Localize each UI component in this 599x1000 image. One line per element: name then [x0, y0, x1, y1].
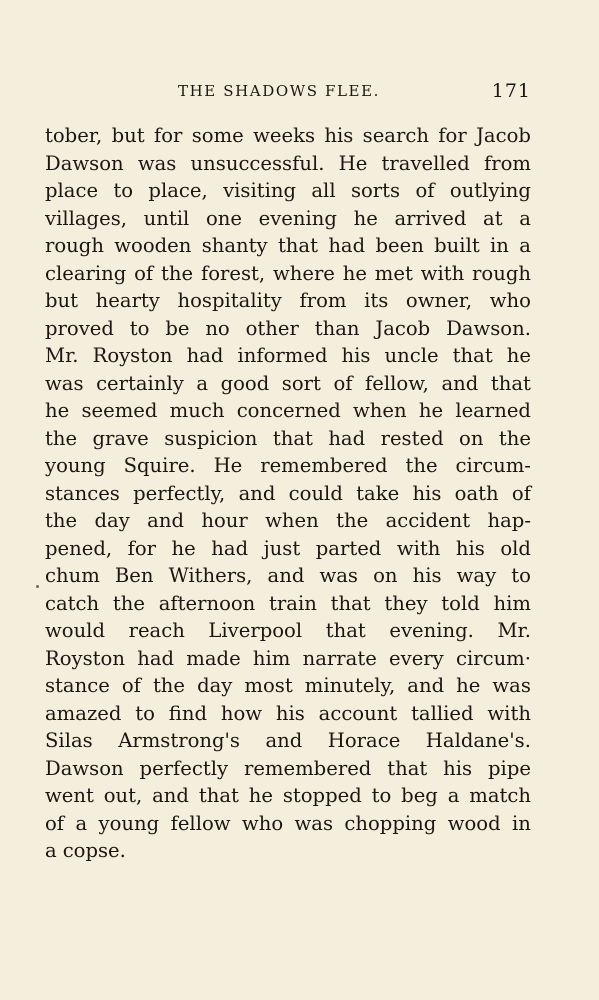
word: was: [294, 811, 334, 835]
word: had: [328, 234, 366, 257]
word: went: [45, 784, 94, 807]
word: train: [269, 591, 317, 615]
word: he: [45, 399, 70, 422]
word: that: [325, 619, 366, 642]
word: he: [506, 344, 531, 367]
word: Jacob: [476, 124, 531, 147]
word: had: [186, 344, 224, 367]
word: circum·: [455, 646, 531, 670]
word: rested: [380, 426, 444, 450]
word: until: [143, 206, 190, 230]
text-line: [45, 727, 531, 755]
word: that: [277, 234, 318, 257]
word: uncle: [384, 344, 439, 367]
word: of: [134, 261, 154, 285]
word: the: [161, 261, 194, 285]
body-text: [45, 122, 531, 865]
word: Jacob: [375, 316, 431, 340]
word: for: [153, 124, 183, 147]
word: fellow,: [365, 371, 429, 395]
word: afternoon: [158, 591, 256, 615]
word: could: [288, 481, 343, 505]
text-line: [45, 260, 531, 288]
word: his: [412, 564, 442, 587]
word: He: [338, 151, 368, 175]
word: wooden: [114, 234, 192, 257]
word: seemed: [81, 399, 158, 422]
text-line: [45, 672, 531, 700]
word: hour: [201, 509, 248, 532]
word: unsuccessful.: [190, 151, 325, 175]
word: but: [45, 289, 79, 312]
word: who: [489, 289, 531, 312]
word: fellow: [170, 811, 231, 835]
word: other: [245, 316, 299, 340]
text-line: [45, 480, 531, 508]
text-line: [45, 617, 531, 645]
word: in: [490, 234, 509, 257]
word: his: [341, 344, 371, 367]
word: with: [396, 536, 441, 560]
word: his: [455, 536, 485, 560]
word: clearing: [45, 261, 127, 285]
word: of: [511, 481, 531, 505]
word: pipe: [488, 756, 531, 780]
word: to: [129, 316, 150, 340]
word: Silas: [45, 729, 93, 752]
text-line: [45, 177, 531, 205]
word: told: [441, 591, 480, 615]
text-line: [45, 232, 531, 260]
word: his: [275, 701, 305, 725]
word: rough: [45, 234, 104, 257]
word: he: [456, 674, 481, 697]
word: that: [330, 591, 371, 615]
word: but: [111, 124, 145, 147]
word: the: [45, 426, 78, 450]
word: one: [205, 206, 242, 230]
word: Royston: [45, 646, 125, 670]
word: match: [469, 784, 531, 807]
word: chum: [45, 564, 100, 587]
word: that: [387, 756, 428, 780]
word: and: [238, 481, 276, 505]
word: Withers,: [168, 564, 253, 587]
word: with: [487, 701, 531, 725]
text-line: [45, 837, 531, 865]
word: parted: [315, 536, 382, 560]
word: Squire.: [123, 454, 196, 477]
word: had: [328, 426, 366, 450]
text-line: [45, 315, 531, 343]
word: that: [198, 784, 239, 807]
word: narrate: [302, 646, 377, 670]
word: the: [152, 674, 186, 697]
word: he: [353, 206, 378, 230]
word: search: [362, 124, 429, 147]
text-line: [45, 700, 531, 728]
word: in: [512, 811, 531, 835]
word: place: [45, 179, 99, 202]
word: tallied: [411, 701, 474, 725]
word: Dawson.: [446, 316, 531, 340]
word: informed: [237, 344, 328, 367]
word: every: [389, 646, 444, 670]
word: who: [241, 811, 284, 835]
word: just: [263, 536, 301, 560]
word: he: [418, 399, 444, 422]
word: and: [441, 371, 479, 395]
word: been: [375, 234, 424, 257]
word: he: [342, 261, 367, 285]
word: suspicion: [164, 426, 258, 450]
text-line: [45, 645, 531, 673]
word: amazed: [45, 701, 122, 725]
word: his: [412, 481, 442, 505]
word: would: [45, 619, 105, 642]
word: most: [244, 674, 293, 697]
word: young: [45, 454, 106, 477]
word: Liverpool: [208, 619, 303, 642]
word: old: [500, 536, 531, 560]
word: catch: [45, 591, 100, 615]
word: for: [127, 536, 157, 560]
word: and: [265, 729, 303, 752]
word: Haldane's.: [425, 729, 531, 752]
word: hospitality: [177, 289, 282, 312]
word: arrived: [394, 206, 467, 230]
word: the: [112, 591, 145, 615]
text-line: [45, 535, 531, 563]
word: learned: [455, 399, 531, 422]
word: minutely,: [304, 674, 396, 697]
text-line: [45, 507, 531, 535]
text-line: [45, 397, 531, 425]
word: of: [415, 179, 435, 202]
word: Mr.: [45, 344, 79, 367]
word: proved: [45, 316, 114, 340]
running-title: THE SHADOWS FLEE.: [178, 82, 381, 100]
word: hearty: [95, 289, 160, 312]
word: where: [272, 261, 335, 285]
word: He: [213, 454, 243, 477]
word: him: [252, 646, 291, 670]
word: to: [371, 784, 392, 807]
word: some: [191, 124, 244, 147]
word: villages,: [45, 206, 127, 230]
word: a: [45, 839, 57, 862]
word: much: [169, 399, 225, 422]
word: had: [137, 646, 175, 670]
word: for: [438, 124, 467, 147]
word: to: [135, 701, 155, 725]
word: outlying: [449, 179, 531, 202]
word: the: [405, 454, 438, 477]
word: how: [220, 701, 263, 725]
word: a: [196, 371, 209, 395]
word: a: [519, 234, 531, 257]
word: made: [186, 646, 241, 670]
text-line: [45, 205, 531, 233]
word: from: [299, 289, 347, 312]
word: certainly: [96, 371, 184, 395]
word: copse.: [62, 839, 126, 862]
word: concerned: [236, 399, 341, 422]
word: sort: [281, 371, 321, 395]
text-line: [45, 425, 531, 453]
word: shanty: [201, 234, 268, 257]
text-line: [45, 782, 531, 810]
print-speck: [36, 585, 39, 588]
word: Dawson: [45, 151, 124, 175]
word: visiting: [223, 179, 297, 202]
text-line: [45, 590, 531, 618]
word: and: [267, 564, 305, 587]
page-number: 171: [491, 80, 531, 102]
word: pened,: [45, 536, 113, 560]
word: day: [197, 674, 233, 697]
word: stances: [45, 481, 120, 505]
word: beg: [401, 784, 438, 807]
word: reach: [128, 619, 185, 642]
word: place,: [148, 179, 208, 202]
word: to: [511, 564, 531, 587]
text-line: [45, 370, 531, 398]
word: that: [272, 426, 313, 450]
word: accident: [385, 509, 471, 532]
word: to: [113, 179, 134, 202]
word: was: [492, 674, 531, 697]
word: oath: [454, 481, 499, 505]
word: out,: [103, 784, 143, 807]
word: the: [45, 509, 78, 532]
running-head: [0, 82, 599, 106]
word: he: [171, 536, 196, 560]
word: sorts: [350, 179, 401, 202]
word: when: [353, 399, 407, 422]
word: when: [265, 509, 319, 532]
word: and: [152, 784, 189, 807]
word: had: [211, 536, 249, 560]
word: of: [45, 811, 65, 835]
word: his: [443, 756, 473, 780]
word: a: [75, 811, 88, 835]
word: Ben: [114, 564, 154, 587]
word: Mr.: [497, 619, 531, 642]
text-line: [45, 342, 531, 370]
text-line: [45, 452, 531, 480]
word: stance: [45, 674, 110, 697]
word: a: [519, 206, 531, 230]
word: no: [205, 316, 230, 340]
word: was: [137, 151, 177, 175]
word: wood: [447, 811, 501, 835]
word: than: [314, 316, 360, 340]
word: remembered: [260, 454, 388, 477]
text-line: [45, 810, 531, 838]
word: all: [311, 179, 336, 202]
word: evening: [258, 206, 337, 230]
word: at: [483, 206, 503, 230]
word: and: [147, 509, 184, 532]
word: from: [483, 151, 531, 175]
word: circum-: [455, 454, 531, 477]
word: owner,: [405, 289, 473, 312]
word: travelled: [381, 151, 470, 175]
word: Royston: [92, 344, 173, 367]
word: him: [493, 591, 531, 615]
word: Dawson: [45, 756, 124, 780]
word: rough: [472, 261, 531, 285]
word: remembered: [243, 756, 372, 780]
word: good: [220, 371, 270, 395]
word: perfectly,: [133, 481, 226, 505]
word: of: [333, 371, 353, 395]
word: a: [447, 784, 460, 807]
word: take: [356, 481, 400, 505]
word: the: [498, 426, 531, 450]
word: find: [168, 701, 207, 725]
word: its: [364, 289, 389, 312]
word: forest,: [200, 261, 266, 285]
word: with: [420, 261, 465, 285]
word: stopped: [282, 784, 362, 807]
word: way: [456, 564, 497, 587]
word: day: [94, 509, 130, 532]
word: Horace: [327, 729, 401, 752]
text-line: [45, 755, 531, 783]
word: on: [459, 426, 484, 450]
word: his: [324, 124, 354, 147]
text-line: [45, 150, 531, 178]
word: tober,: [45, 124, 103, 147]
word: weeks: [253, 124, 316, 147]
word: was: [319, 564, 358, 587]
word: he: [248, 784, 273, 807]
word: built: [434, 234, 480, 257]
word: chopping: [344, 811, 437, 835]
word: that: [452, 344, 493, 367]
word: be: [165, 316, 190, 340]
text-line: [45, 287, 531, 315]
word: of: [121, 674, 141, 697]
word: hap-: [487, 509, 531, 532]
word: Armstrong's: [118, 729, 240, 752]
word: they: [384, 591, 428, 615]
word: on: [373, 564, 398, 587]
word: young: [98, 811, 160, 835]
word: was: [45, 371, 84, 395]
word: grave: [92, 426, 149, 450]
word: perfectly: [139, 756, 229, 780]
word: evening.: [389, 619, 474, 642]
word: the: [336, 509, 369, 532]
text-line: [45, 562, 531, 590]
text-line: [45, 122, 531, 150]
word: met: [374, 261, 413, 285]
word: that: [490, 371, 531, 395]
word: and: [407, 674, 445, 697]
word: account: [318, 701, 398, 725]
